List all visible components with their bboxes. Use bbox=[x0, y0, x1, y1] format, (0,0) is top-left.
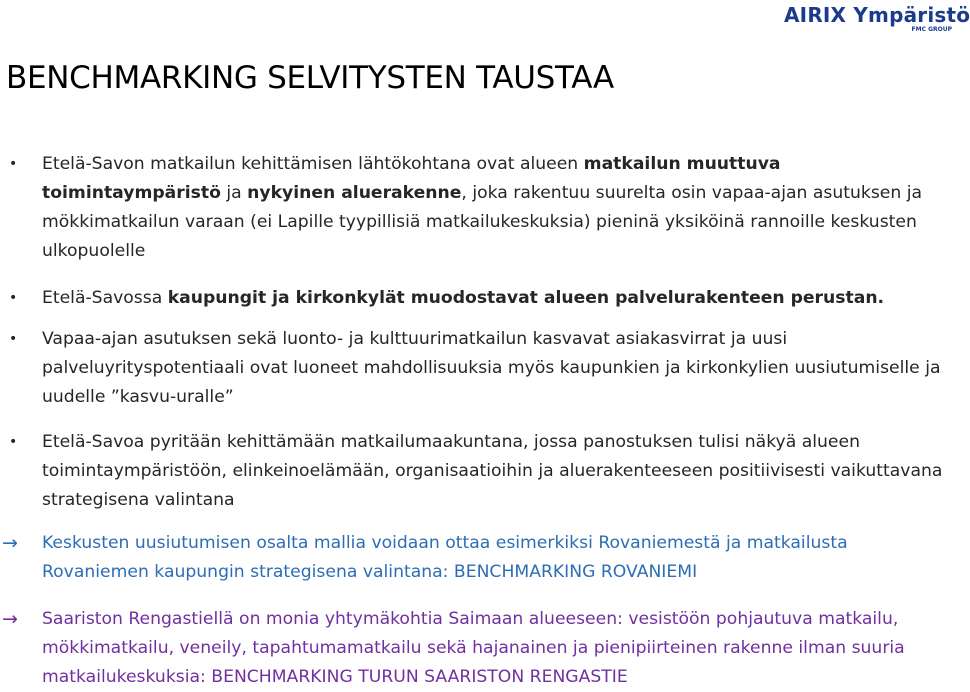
arrow-item-text: Saariston Rengastiellä on monia yhtymäkohtia Saimaan alueeseen: vesistöön pohjautuva matkailu, mökkimatkailu, veneily, tapahtumamatkailu sekä hajanainen ja pienipiirteinen rakenne ilman suuria matkailukeskuksia: BENCHMARKING TURUN SAARISTON RENGASTIE bbox=[42, 609, 905, 687]
bullet-text-bold: nykyinen aluerakenne bbox=[247, 183, 462, 203]
arrow-item-text: Keskusten uusiutumisen osalta mallia voidaan ottaa esimerkiksi Rovaniemestä ja matkailusta Rovaniemen kaupungin strategisena valintana: BENCHMARKING ROVANIEMI bbox=[42, 533, 848, 582]
arrow-item-2 bbox=[0, 605, 950, 692]
bullet-text-bold: kaupungit ja kirkonkylät muodostavat alueen palvelurakenteen perustan. bbox=[167, 288, 885, 308]
bullet-text-bold: matkailun muuttuva toimintaympäristö bbox=[42, 154, 781, 203]
slide-title: BENCHMARKING SELVITYSTEN TAUSTAA bbox=[6, 60, 614, 96]
bullet-marker: • bbox=[9, 156, 18, 172]
bullet-item-2 bbox=[0, 284, 950, 313]
bullet-item-3 bbox=[0, 325, 950, 412]
arrow-right-icon: → bbox=[2, 532, 18, 554]
bullet-marker: • bbox=[9, 331, 18, 347]
bullet-text: ja bbox=[220, 183, 248, 203]
arrow-item-1 bbox=[0, 529, 950, 587]
bullet-text: Etelä-Savossa bbox=[42, 288, 168, 308]
bullet-item-4 bbox=[0, 428, 950, 515]
slide-content bbox=[0, 150, 950, 692]
bullet-text: Vapaa-ajan asutuksen sekä luonto- ja kulttuurimatkailun kasvavat asiakasvirrat ja uusi palveluyrityspotentiaali ovat luoneet mahdollisuuksia myös kaupunkien ja kirkonkylien uusiutumiselle ja uudelle ”kasvu-uralle” bbox=[42, 329, 941, 407]
bullet-marker: • bbox=[9, 434, 18, 450]
logo-subtitle: FMC GROUP bbox=[911, 26, 952, 33]
bullet-item-1 bbox=[0, 150, 950, 266]
bullet-text: Etelä-Savon matkailun kehittämisen lähtökohtana ovat alueen bbox=[42, 154, 584, 174]
bullet-text: Etelä-Savoa pyritään kehittämään matkailumaakuntana, jossa panostuksen tulisi näkyä alueen toimintaympäristöön, elinkeinoelämään, organisaatioihin ja aluerakenteeseen positiivisesti vaikuttavana strategisena valintana bbox=[42, 432, 943, 510]
company-logo bbox=[784, 3, 970, 33]
logo-wordmark: AIRIX Ympäristö bbox=[784, 3, 970, 27]
bullet-marker: • bbox=[9, 290, 18, 306]
arrow-right-icon: → bbox=[2, 608, 18, 630]
bullet-text: , joka rakentuu suurelta osin vapaa-ajan asutuksen ja mökkimatkailun varaan (ei Lapille tyypillisiä matkailukeskuksia) pieninä yksiköinä rannoille keskusten ulkopuolelle bbox=[42, 183, 923, 261]
